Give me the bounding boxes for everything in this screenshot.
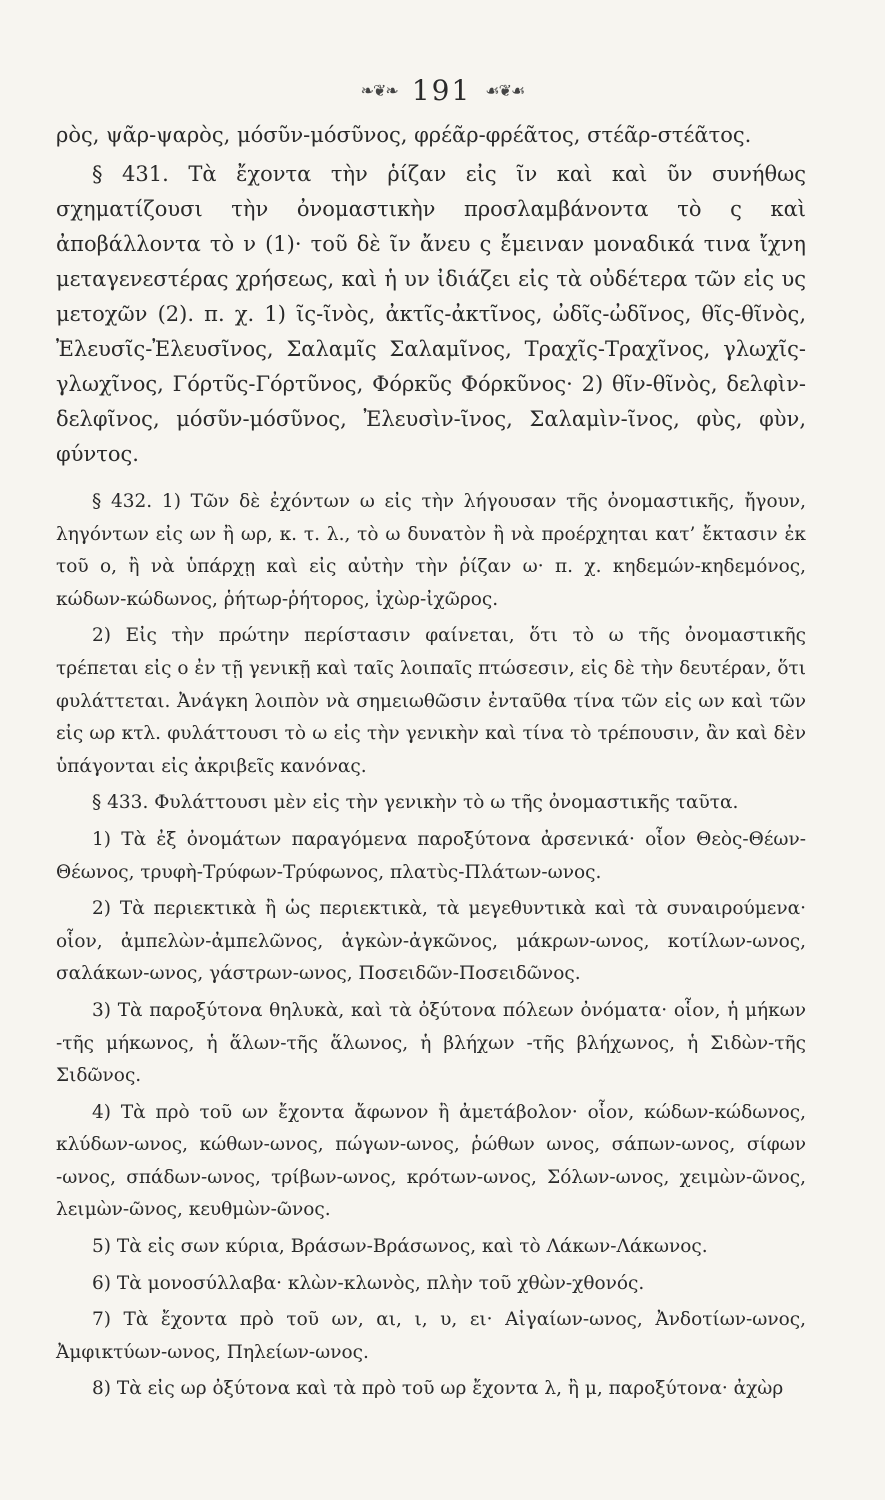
section-432-2: 2) Εἰς τὴν πρώτην περίστασιν φαίνεται, ὅτι τὸ ω τῆς ὀνομαστικῆς τρέπεται εἰς ο ἐν τῇ γενικῇ καὶ ταῖς λοιπαῖς πτώσεσιν, εἰς δὲ τὴν δευτέραν, ὅτι φυλάττεται. Ἀνάγκη λοιπὸν νὰ σημειωθῶσιν ἐνταῦθα τίνα τῶν εἰς ων καὶ τῶν εἰς ωρ κτλ. φυλάττουσι τὸ ω εἰς τὴν γενικὴν καὶ τίνα τὸ τρέπουσιν, ἂν καὶ δὲν ὑπάγονται εἰς ἀκριβεῖς κανόνας. <box>56 625 806 777</box>
section-433-item-6: 6) Τὰ μονοσύλλαβα· κλὼν-κλωνὸς, πλὴν τοῦ χθὼν-χθονός. <box>92 1272 645 1294</box>
section-432-1: § 432. 1) Τῶν δὲ ἐχόντων ω εἰς τὴν λήγουσαν τῆς ὀνομαστικῆς, ἤγουν, ληγόντων εἰς ων ἢ ωρ, κ. τ. λ., τὸ ω δυνατὸν ἢ νὰ προέρχηται κατ’ ἔκτασιν ἐκ τοῦ ο, ἢ νὰ ὑπάρχῃ καὶ εἰς αὐτὴν τὴν ῥίζαν ω· π. χ. κηδεμών-κηδεμόνος, κώδων-κώδωνος, ῥήτωρ-ῥήτορος, ἰχὼρ-ἰχῶρος. <box>56 491 806 610</box>
section-433-item-2: 2) Τὰ περιεκτικὰ ἢ ὡς περιεκτικὰ, τὰ μεγεθυντικὰ καὶ τὰ συναιρούμενα· οἷον, ἀμπελὼν-ἀμπελῶνος, ἀγκὼν-ἀγκῶνος, μάκρων-ωνος, κοτίλων-ωνος, σαλάκων-ωνος, γάστρων-ωνος, Ποσειδῶν-Ποσειδῶνος. <box>56 898 806 985</box>
ornament-left-icon: ❧❦❧ <box>360 81 398 100</box>
section-433: § 433. Φυλάττουσι μὲν εἰς τὴν γενικὴν τὸ ω τῆς ὀνομαστικῆς ταῦτα. <box>92 792 739 814</box>
page-number: 191 <box>411 74 472 107</box>
section-433-item-5: 5) Τὰ εἰς σων κύρια, Βράσων-Βράσωνος, καὶ τὸ Λάκων-Λάκωνος. <box>92 1236 708 1258</box>
page-body <box>56 118 806 1410</box>
section-433-item-8: 8) Τὰ εἰς ωρ ὀξύτονα καὶ τὰ πρὸ τοῦ ωρ ἔχοντα λ, ἢ μ, παροξύτονα· ἀχὼρ <box>92 1378 784 1400</box>
ornament-right-icon: ☙❦☙ <box>485 81 525 100</box>
section-433-item-4: 4) Τὰ πρὸ τοῦ ων ἔχοντα ἄφωνον ἢ ἀμετάβολον· οἷον, κώδων-κώδωνος, κλύδων-ωνος, κώθων-ωνος, πώγων-ωνος, ῥώθων ωνος, σάπων-ωνος, σίφων -ωνος, σπάδων-ωνος, τρίβων-ωνος, κρότων-ωνος, Σόλων-ωνος, χειμὼν-ῶνος, λειμὼν-ῶνος, κευθμὼν-ῶνος. <box>56 1101 806 1221</box>
section-433-item-3: 3) Τὰ παροξύτονα θηλυκὰ, καὶ τὰ ὀξύτονα πόλεων ὀνόματα· οἷον, ἡ μήκων -τῆς μήκωνος, ἡ ἅλων-τῆς ἅλωνος, ἡ βλήχων -τῆς βλήχωνος, ἡ Σιδὼν-τῆς Σιδῶνος. <box>56 999 806 1087</box>
section-433-item-1: 1) Τὰ ἐξ ὀνομάτων παραγόμενα παροξύτονα ἀρσενικά· οἷον Θεὸς-Θέων-Θέωνος, τρυφὴ-Τρύφων-Τρύφωνος, πλατὺς-Πλάτων-ωνος. <box>56 828 806 883</box>
section-431: § 431. Τὰ ἔχοντα τὴν ῥίζαν εἰς ῖν καὶ καὶ ῦν συνήθως σχηματίζουσι τὴν ὀνομαστικὴν προσλαμβάνοντα τὸ ς καὶ ἀποβάλλοντα τὸ ν (1)· τοῦ δὲ ῖν ἄνευ ς ἔμειναν μοναδικά τινα ἴχνη μεταγενεστέρας χρήσεως, καὶ ἡ υν ἰδιάζει εἰς τὰ οὐδέτερα τῶν εἰς υς μετοχῶν (2). π. χ. 1) ῖς-ῖνὸς, ἀκτῖς-ἀκτῖνος, ὠδῖς-ὠδῖνος, θῖς-θῖνὸς, Ἐλευσῖς-Ἐλευσῖνος, Σαλαμῖς Σαλαμῖνος, Τραχῖς-Τραχῖνος, γλωχῖς-γλωχῖνος, Γόρτῦς-Γόρτῦνος, Φόρκῦς Φόρκῦνος· 2) θῖν-θῖνὸς, δελφὶν-δελφῖνος, μόσῦν-μόσῦνος, Ἐλευσὶν-ῖνος, Σαλαμὶν-ῖνος, φὺς, φὺν, φύντος. <box>56 162 806 466</box>
paragraph-continuation: ρὸς, ψᾶρ-ψαρὸς, μόσῦν-μόσῦνος, φρέᾶρ-φρέᾶτος, στέᾶρ-στέᾶτος. <box>56 123 752 147</box>
section-433-item-7: 7) Τὰ ἔχοντα πρὸ τοῦ ων, αι, ι, υ, ει· Αἰγαίων-ωνος, Ἀνδοτίων-ωνος, Ἀμφικτύων-ωνος, Πηλείων-ωνος. <box>56 1309 806 1363</box>
page-header <box>0 74 885 107</box>
